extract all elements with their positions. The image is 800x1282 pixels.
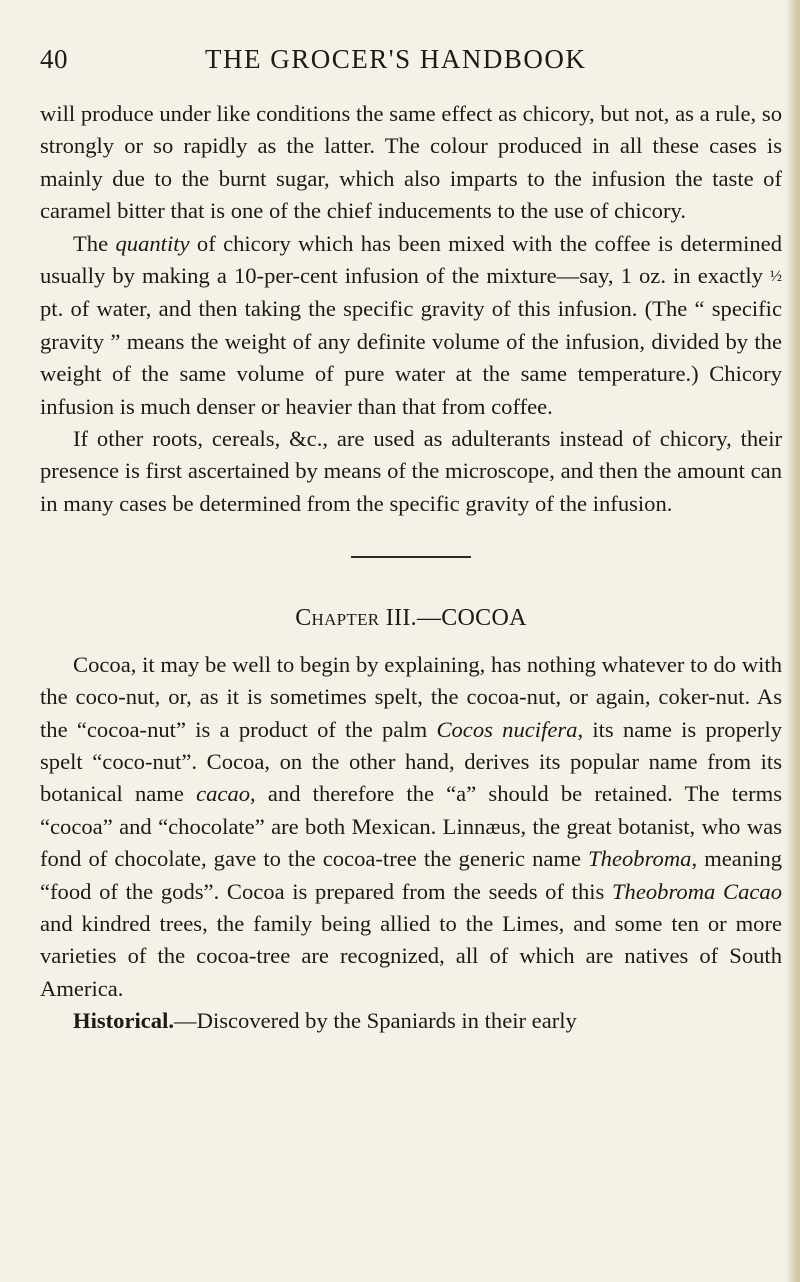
italic-theobroma: Theobroma: [588, 846, 692, 872]
text-run: , and therefore the “a” should be retained. The terms “cocoa” and “chocolate” are both Mexican. Linnæus, the great botanist, who was fond of chocolate, gave to the cocoa-tree the generic name: [40, 781, 782, 872]
text-run: The: [73, 230, 116, 256]
text-run: Cocoa, it may be well to begin by explaining, has nothing whatever to do with the coco-nut, or, as it is sometimes spelt, the cocoa-nut, or again, coker-nut. As the “cocoa-nut” is a product of the palm: [40, 651, 782, 742]
body-text: [40, 98, 782, 1038]
paragraph-adulterants: If other roots, cereals, &c., are used as adulterants instead of chicory, their presence is first ascertained by means of the microscope, and then the amount can in many cases be determined from the specific gravity of the infusion.: [40, 426, 782, 516]
page-edge-shadow: [786, 0, 800, 1282]
fraction-half: ½: [770, 268, 782, 286]
text-run: pt. of water, and then taking the specific gravity of this infusion. (The “ specific gravity ” means the weight of any definite volume of the infusion, divided by the weight of the same volume of pure water at the same temperature.) Chicory infusion is much denser or heavier than that from coffee.: [40, 296, 782, 419]
paragraph-cocoa-intro: [40, 649, 782, 1005]
emphasis-quantity: quantity: [115, 230, 190, 256]
book-page: [40, 44, 782, 1038]
text-run: , meaning “food of the gods”. Cocoa is prepared from the seeds of this: [40, 846, 782, 904]
text-run: and kindred trees, the family being allied to the Limes, and some ten or more varieties of the cocoa-tree are recognized, all of which are natives of South America.: [40, 910, 782, 1001]
paragraph-chicory-effect: will produce under like conditions the same effect as chicory, but not, as a rule, so strongly or so rapidly as the latter. The colour produced in all these cases is mainly due to the burnt sugar, which also imparts to the infusion the taste of caramel bitter that is one of the chief inducements to the use of chicory.: [40, 101, 782, 224]
chapter-heading: [40, 602, 782, 634]
run-in-heading-historical: Historical.: [73, 1008, 175, 1034]
italic-cocos-nucifera: Cocos nucifera: [436, 716, 578, 742]
paragraph-chicory-quantity: [40, 228, 782, 423]
chapter-title: III.—COCOA: [385, 605, 527, 632]
text-run: —Discovered by the Spaniards in their early: [174, 1008, 577, 1034]
text-run: of chicory which has been mixed with the coffee is determined usually by making a 10-per-cent infusion of the mixture—say, 1 oz. in exactly: [40, 230, 782, 289]
page-number: 40: [40, 44, 68, 74]
running-head: [40, 44, 782, 84]
text-run: , its name is properly spelt “coco-nut”. Cocoa, on the other hand, derives its popular name from its botanical name: [40, 716, 782, 807]
section-divider-rule: [351, 556, 471, 558]
chapter-label: Chapter: [295, 605, 380, 632]
italic-theobroma-cacao: Theobroma Cacao: [611, 878, 782, 904]
running-title: THE GROCER'S HANDBOOK: [205, 44, 587, 74]
paragraph-historical: [40, 1005, 782, 1037]
italic-cacao: cacao: [196, 781, 251, 807]
